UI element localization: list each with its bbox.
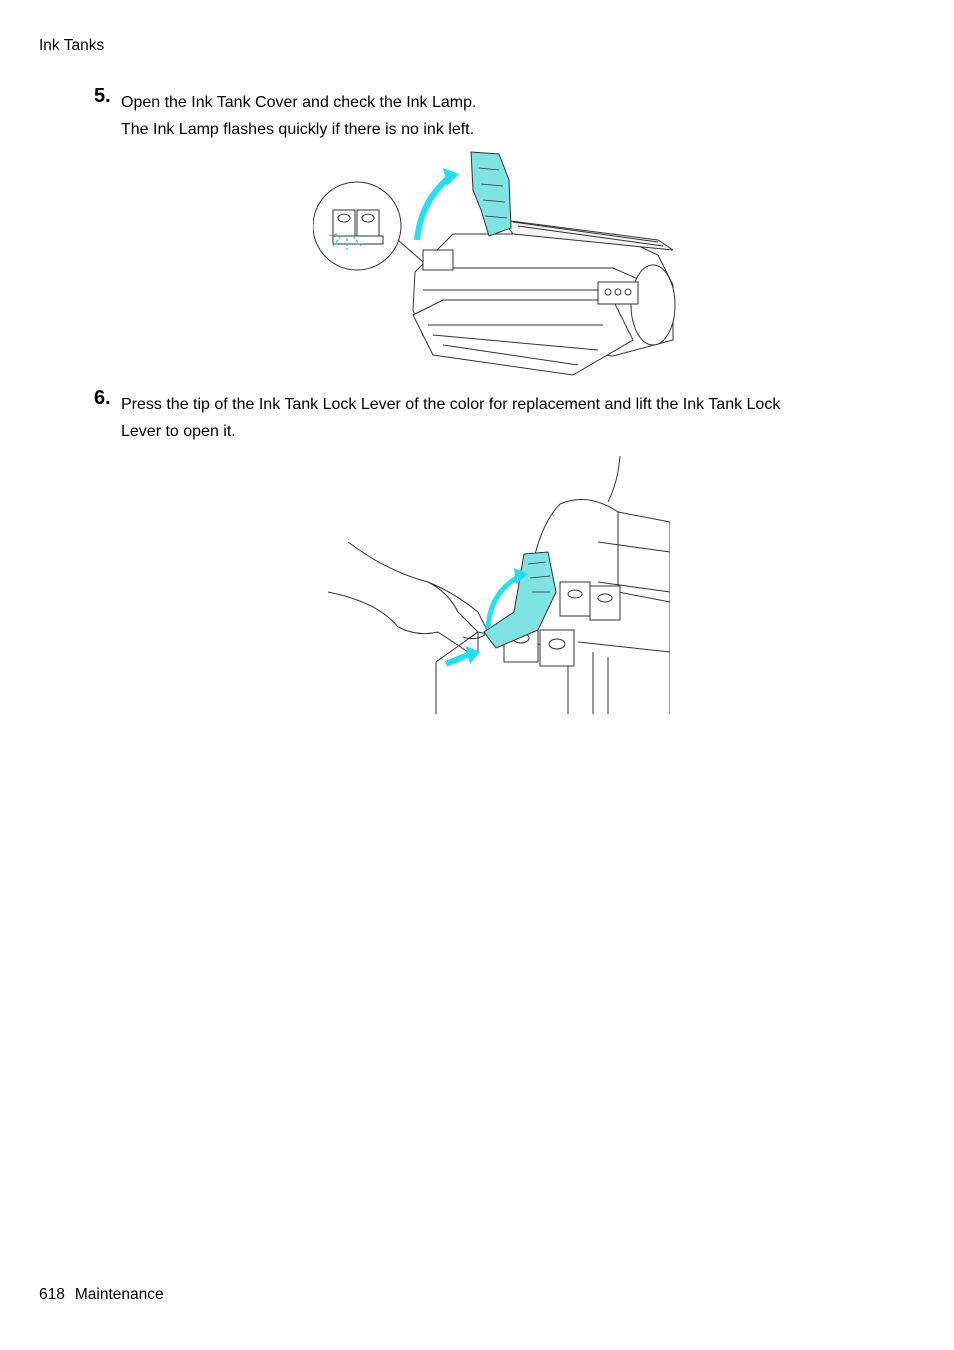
- page-number: 618: [39, 1286, 65, 1303]
- hand-lifting-lock-lever-illustration: [328, 452, 670, 714]
- chapter-title: Maintenance: [74, 1286, 164, 1303]
- running-header: Ink Tanks: [39, 37, 105, 54]
- step-line: Open the Ink Tank Cover and check the Ink Lamp.: [121, 94, 477, 111]
- step-line: Press the tip of the Ink Tank Lock Lever of the color for replacement and lift the Ink Tank Lock: [121, 396, 781, 413]
- step-text: [121, 391, 881, 445]
- step-line: The Ink Lamp flashes quickly if there is no ink left.: [121, 121, 475, 138]
- step-line: Lever to open it.: [121, 423, 236, 440]
- step-number: 6.: [94, 387, 111, 409]
- printer-open-cover-illustration: [313, 150, 685, 382]
- step-text: [121, 89, 881, 143]
- step-number: 5.: [94, 85, 111, 107]
- page-footer: [39, 1286, 174, 1304]
